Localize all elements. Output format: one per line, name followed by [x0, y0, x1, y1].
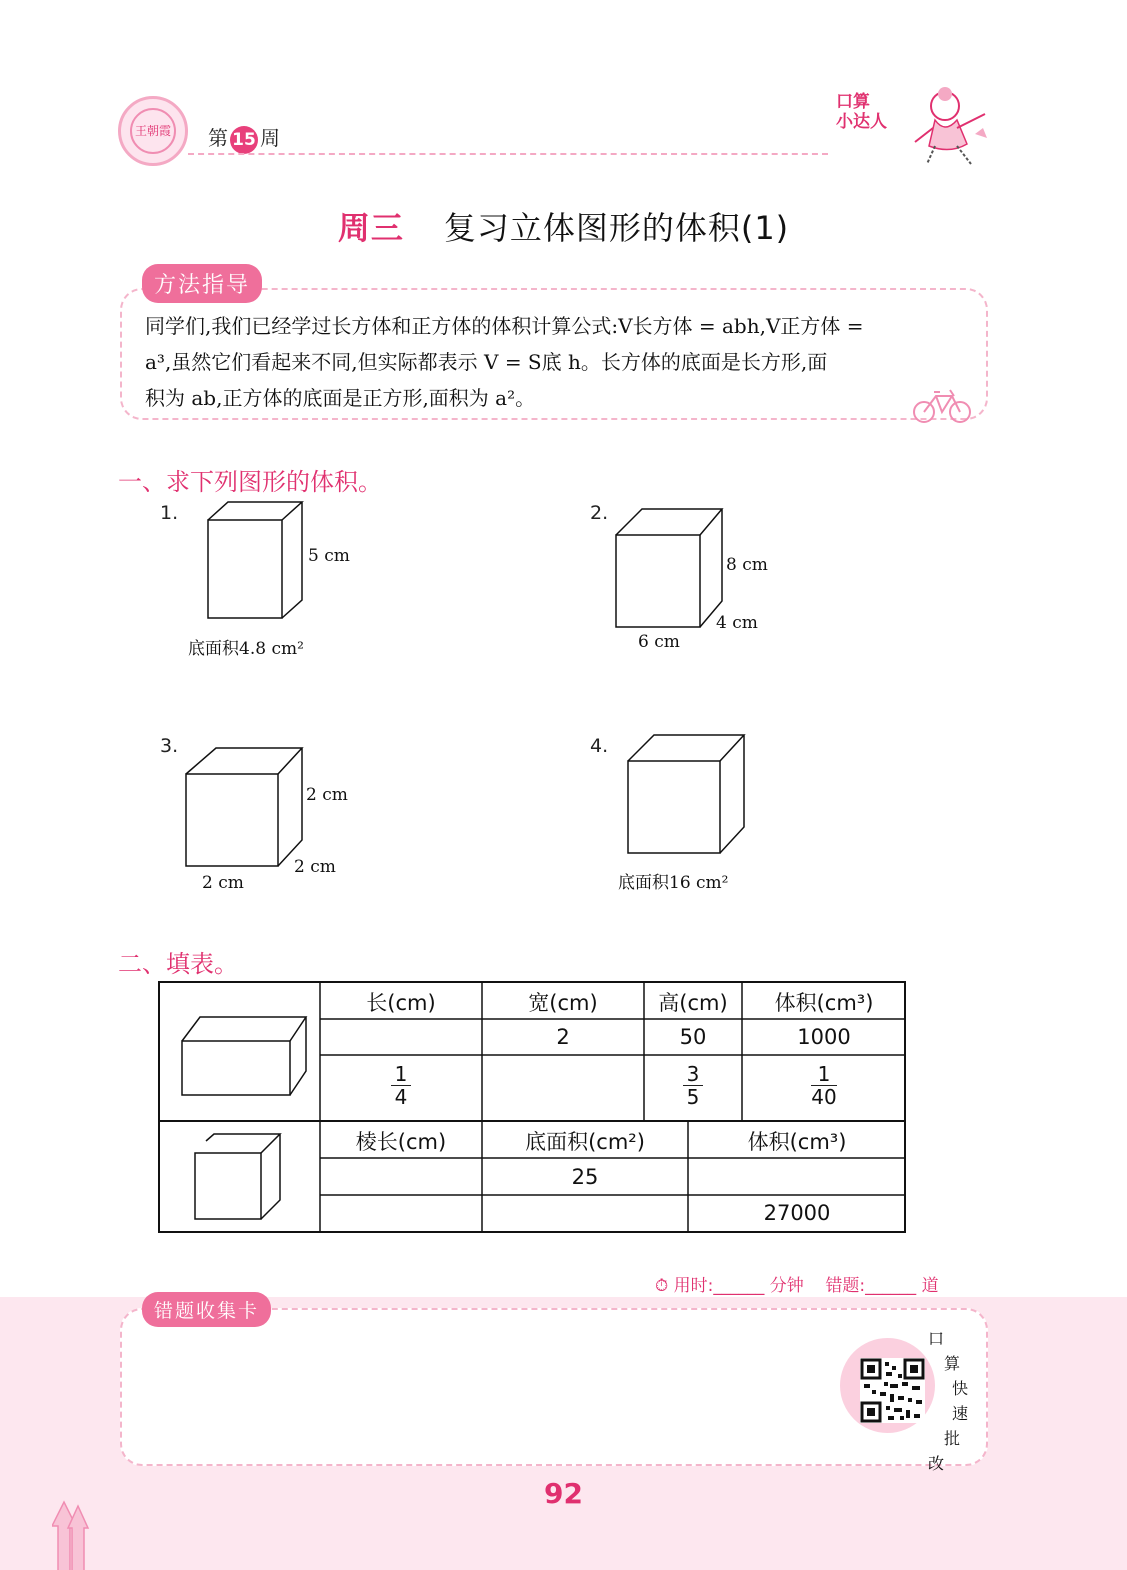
timer-row — [655, 1271, 939, 1296]
figure2-length-label: 6 cm — [638, 632, 680, 652]
cell-volume-r1: 1000 — [797, 1025, 851, 1049]
qr-caption-char: 算 — [944, 1354, 961, 1373]
page-number: 92 — [544, 1477, 583, 1510]
header-width: 宽(cm) — [528, 991, 598, 1015]
header-divider — [188, 153, 828, 155]
fraction-numerator: 3 — [683, 1063, 704, 1086]
cell-width-r1: 2 — [556, 1025, 570, 1049]
figure1-height-label: 5 cm — [308, 546, 350, 566]
fraction-denominator: 5 — [686, 1085, 700, 1109]
header-cube-volume: 体积(cm³) — [747, 1130, 847, 1154]
week-prefix: 第 — [208, 126, 228, 150]
figure2-cuboid — [612, 505, 727, 635]
header-length: 长(cm) — [366, 991, 436, 1015]
section2-heading: 二、填表。 — [118, 950, 238, 978]
cell-height-r1: 50 — [679, 1025, 707, 1049]
stopwatch-icon: ⏱ — [655, 1276, 669, 1296]
qr-caption-char: 批 — [944, 1429, 961, 1448]
seal-text: 王朝霞 — [130, 108, 176, 154]
header-base-area: 底面积(cm²) — [525, 1130, 645, 1154]
arrow-decoration-icon — [52, 1498, 92, 1570]
figure1-number: 1. — [160, 502, 179, 524]
method-line-1: 同学们,我们已经学过长方体和正方体的体积计算公式:V长方体 = abh,V正方体 = — [145, 314, 864, 338]
qr-caption — [928, 1326, 968, 1476]
cell-length-r2 — [320, 1063, 482, 1109]
section1-heading: 一、求下列图形的体积。 — [118, 468, 382, 496]
time-label: 用时:______ 分钟 — [673, 1276, 804, 1296]
qr-caption-char: 快 — [952, 1379, 969, 1398]
fraction-denominator: 4 — [394, 1085, 408, 1109]
page-title — [0, 203, 1127, 249]
method-line-3: 积为 ab,正方体的底面是正方形,面积为 a²。 — [145, 386, 536, 410]
figure1-base-label: 底面积4.8 cm² — [188, 639, 304, 659]
bicycle-icon — [912, 382, 972, 424]
figure4-number: 4. — [590, 735, 609, 757]
figure4-base-label: 底面积16 cm² — [618, 873, 729, 893]
qr-caption-char: 速 — [952, 1404, 969, 1423]
week-suffix: 周 — [260, 126, 280, 150]
figure2-height-label: 8 cm — [726, 555, 768, 575]
method-line-2: a³,虽然它们看起来不同,但实际都表示 V = S底 h。长方体的底面是长方形,面 — [145, 350, 828, 374]
cell-volume-r2 — [742, 1063, 906, 1109]
qr-caption-char: 口 — [928, 1329, 945, 1348]
figure2-width-label: 4 cm — [716, 613, 758, 633]
fraction-numerator: 1 — [391, 1063, 412, 1086]
figure3-cube — [180, 744, 305, 870]
figure3-length-label: 2 cm — [202, 873, 244, 893]
qr-code[interactable] — [860, 1358, 925, 1423]
header-edge: 棱长(cm) — [355, 1130, 447, 1154]
brand-line2: 小达人 — [836, 112, 887, 132]
mistake-card-tag: 错题收集卡 — [142, 1292, 271, 1327]
header-height: 高(cm) — [658, 991, 728, 1015]
mascot-illustration — [905, 84, 997, 168]
figure1-cuboid — [200, 498, 310, 628]
cell-cube-volume-r2: 27000 — [763, 1201, 831, 1225]
title-text: 复习立体图形的体积(1) — [443, 209, 790, 247]
cell-base-area-r1: 25 — [571, 1165, 599, 1189]
week-indicator — [208, 122, 280, 154]
figure3-height-label: 2 cm — [306, 785, 348, 805]
figure3-width-label: 2 cm — [294, 857, 336, 877]
title-day: 周三 — [337, 209, 404, 247]
error-count-label: 错题:______ 道 — [825, 1276, 939, 1296]
figure3-number: 3. — [160, 735, 179, 757]
author-seal — [118, 96, 188, 166]
method-text — [145, 308, 983, 416]
fraction-numerator: 1 — [811, 1063, 836, 1086]
brand-line1: 口算 — [836, 92, 870, 112]
brand-logo — [836, 92, 887, 132]
header-volume: 体积(cm³) — [774, 991, 874, 1015]
figure2-number: 2. — [590, 502, 609, 524]
cell-height-r2 — [644, 1063, 742, 1109]
method-tag: 方法指导 — [142, 264, 262, 303]
week-number-badge: 15 — [230, 126, 258, 154]
qr-caption-char: 改 — [928, 1454, 945, 1473]
fraction-denominator: 40 — [811, 1085, 837, 1109]
figure4-cube — [624, 733, 748, 857]
